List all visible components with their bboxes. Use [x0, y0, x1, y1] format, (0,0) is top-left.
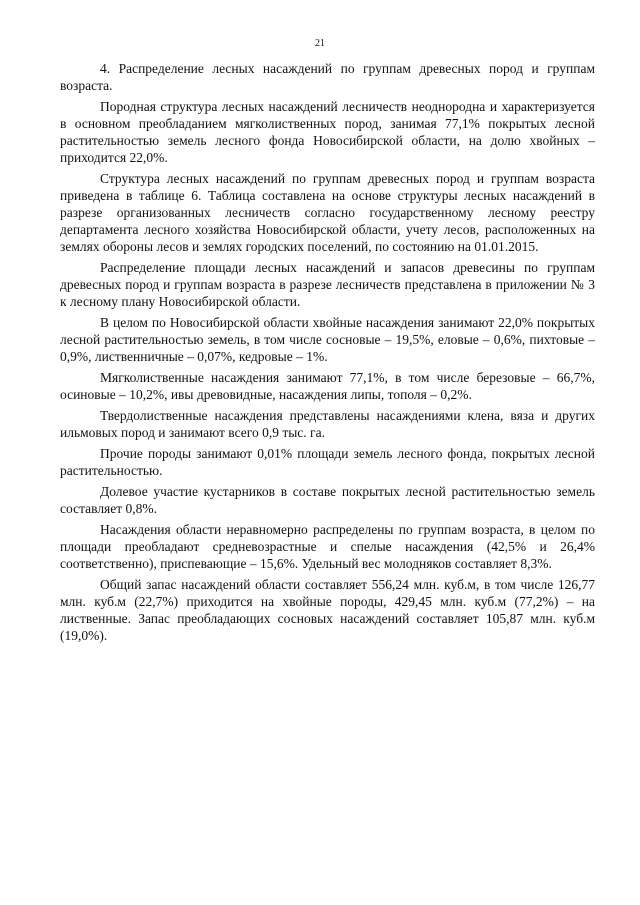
- paragraph-shrubs: Долевое участие кустарников в составе покрытых лесной растительностью земель составляет 0,8%.: [60, 484, 595, 516]
- paragraph-timber-stock: Общий запас насаждений области составляет 556,24 млн. куб.м, в том числе 126,77 млн. куб.м (22,7%) приходится на хвойные породы, 429,45 млн. куб.м (77,2%) – на лиственные. Запас преобладающих сосновых насаждений составляет 105,87 млн. куб.м (19,0%).: [60, 577, 595, 643]
- paragraph-appendix-reference: Распределение площади лесных насаждений и запасов древесины по группам древесных пород и группам возраста в разрезе лесничеств представлена в приложении № 3 к лесному плану Новосибирской области.: [60, 260, 595, 309]
- page-number: 21: [315, 38, 325, 49]
- paragraph-softwood: Мягколиственные насаждения занимают 77,1%, в том числе березовые – 66,7%, осиновые – 10,2%, ивы древовидные, насаждения липы, тополя – 0,2%.: [60, 370, 595, 402]
- paragraph-table-reference: Структура лесных насаждений по группам древесных пород и группам возраста приведена в таблице 6. Таблица составлена на основе структуры лесных насаждений в разрезе организованных лесничеств согласно государственному лесному реестру департамента лесного хозяйства Новосибирской области, учету лесов, расположенных на землях обороны лесов и землях городских поселений, по состоянию на 01.01.2015.: [60, 171, 595, 254]
- section-heading: 4. Распределение лесных насаждений по группам древесных пород и группам возраста.: [60, 61, 595, 93]
- paragraph-other-species: Прочие породы занимают 0,01% площади земель лесного фонда, покрытых лесной растительностью.: [60, 446, 595, 478]
- paragraph-age-groups: Насаждения области неравномерно распределены по группам возраста, в целом по площади преобладают средневозрастные и спелые насаждения (42,5% и 26,4% соответственно), приспевающие – 15,6%. Удельный вес молодняков составляет 8,3%.: [60, 522, 595, 571]
- paragraph-conifers: В целом по Новосибирской области хвойные насаждения занимают 22,0% покрытых лесной растительностью земель, в том числе сосновые – 19,5%, еловые – 0,6%, пихтовые – 0,9%, лиственничные – 0,07%, кедровые – 1%.: [60, 315, 595, 364]
- paragraph-hardwood: Твердолиственные насаждения представлены насаждениями клена, вяза и других ильмовых пород и занимают всего 0,9 тыс. га.: [60, 408, 595, 440]
- document-body: [60, 60, 595, 648]
- paragraph-species-structure: Породная структура лесных насаждений лесничеств неоднородна и характеризуется в основном преобладанием мягколиственных пород, занимая 77,1% покрытых лесной растительностью земель лесного фонда Новосибирской области, на долю хвойных – приходится 22,0%.: [60, 99, 595, 165]
